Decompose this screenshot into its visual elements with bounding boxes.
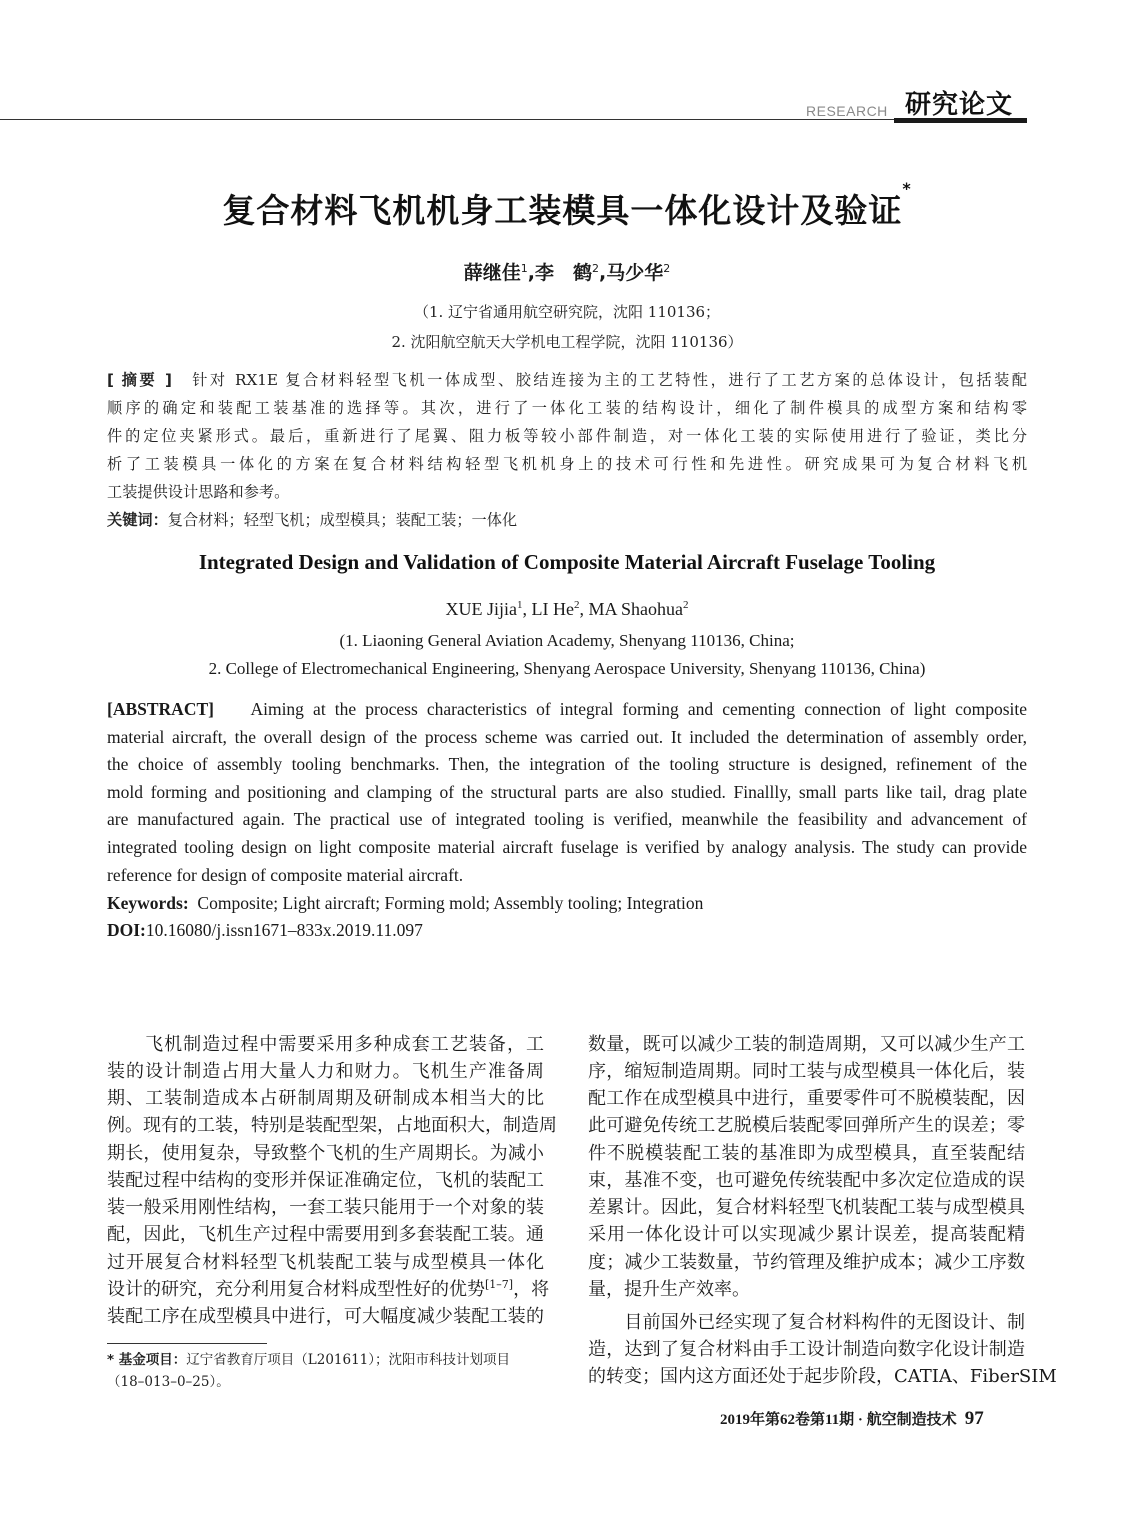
abstract-en-line	[107, 696, 1027, 724]
doi-label: DOI:	[107, 920, 146, 940]
abstract-cn-label: [ 摘要 ]	[107, 371, 172, 389]
abstract-en-line: the choice of assembly tooling benchmarks. Then, the integration of the tooling structure is designed, refinement of the	[107, 754, 1027, 774]
citation-ref: [1–7]	[485, 1278, 514, 1291]
body-right-line: 量，提升生产效率。	[588, 1279, 750, 1300]
abstract-cn-line: 顺序的确定和装配工装基准的选择等。其次，进行了一体化工装的结构设计，细化了制件模具的成型方案和结构零	[107, 399, 1027, 417]
author-sup: 2	[663, 262, 671, 275]
footnote-label: * 基金项目：	[107, 1352, 187, 1368]
keywords-cn-text: 复合材料；轻型飞机；成型模具；装配工装；一体化	[167, 511, 518, 529]
title-footnote-mark: *	[902, 179, 912, 198]
author-sup: 1	[517, 599, 523, 611]
body-left-line: 例。现有的工装，特别是装配型架，占地面积大，制造周	[107, 1115, 557, 1136]
section-label-en: RESEARCH	[806, 103, 888, 119]
body-right-line: 采用一体化设计可以实现减少累计误差，提高装配精	[588, 1224, 1025, 1245]
doi-text: 10.16080/j.issn1671–833x.2019.11.097	[145, 920, 423, 940]
abstract-en-line: integrated tooling design on light composite material aircraft fuselage is verified by analogy analysis. The study can provide	[107, 837, 1027, 857]
authors-cn: 薛继佳$^1$,李 鹤$^2$,马少华$^2$	[463, 262, 671, 284]
footnote-line	[107, 1349, 547, 1371]
body-left-line: 装配工序在成型模具中进行，可大幅度减少装配工装的	[107, 1306, 544, 1327]
body-left-line: 期长，使用复杂，导致整个飞机的生产周期长。为减小	[107, 1143, 544, 1164]
author-name: 薛继佳	[463, 262, 521, 284]
body-left-line: 配，因此，飞机生产过程中需要用到多套装配工装。通	[107, 1224, 544, 1245]
affiliation-en-2: 2. College of Electromechanical Engineering, Shenyang Aerospace University, Shenyang 110136, China)	[208, 659, 926, 678]
author-sup: 2	[592, 262, 599, 275]
body-left-line: 飞机制造过程中需要采用多种成套工艺装备，工	[107, 1034, 544, 1055]
abstract-cn-line	[107, 366, 1027, 394]
body-right-line: 造，达到了复合材料由手工设计制造向数字化设计制造	[588, 1339, 1025, 1360]
affiliation-cn-2: 2. 沈阳航空航天大学机电工程学院，沈阳 110136）	[391, 333, 743, 351]
body-right-line: 数量，既可以减少工装的制造周期，又可以减少生产工	[588, 1034, 1025, 1055]
keywords-cn-label: 关键词：	[107, 511, 168, 529]
body-right-line: 配工作在成型模具中进行，重要零件可不脱模装配，因	[588, 1088, 1025, 1109]
body-text: ，将	[513, 1279, 550, 1300]
paper-title-cn	[0, 179, 1134, 232]
body-left-line: 过开展复合材料轻型飞机装配工装与成型模具一体化	[107, 1252, 544, 1273]
footnote-line: （18–013–0–25）。	[107, 1374, 230, 1390]
abstract-en-line: material aircraft, the overall design of the process scheme was carried out. It included the determination of assembly order,	[107, 727, 1027, 747]
author-name: MA Shaohua	[588, 599, 683, 619]
affiliation-en-1: (1. Liaoning General Aviation Academy, Shenyang 110136, China;	[339, 631, 795, 650]
abstract-en-line: mold forming and positioning and clamping of the structural parts are also studied. Finallly, small parts like tail, drag plate	[107, 782, 1027, 802]
body-left-line: 装配过程中结构的变形并保证准确定位，飞机的装配工	[107, 1170, 544, 1191]
footnote-rule	[107, 1343, 267, 1344]
body-right-line: 序，缩短制造周期。同时工装与成型模具一体化后，装	[588, 1061, 1025, 1082]
abstract-cn-text: 针对 RX1E 复合材料轻型飞机一体成型、胶结连接为主的工艺特性，进行了工艺方案的总体设计，包括装配	[192, 371, 1027, 389]
page-number: 97	[964, 1408, 984, 1429]
authors-en: XUE Jijia$^1$, LI He$^2$, MA Shaohua$^2$	[445, 599, 689, 619]
footnote-text: 辽宁省教育厅项目（L201611）；沈阳市科技计划项目	[186, 1352, 511, 1368]
keywords-cn	[107, 506, 1027, 534]
page-footer	[720, 1408, 984, 1430]
keywords-en	[107, 890, 1027, 918]
abstract-en-label: [ABSTRACT]	[107, 699, 214, 719]
abstract-en-line: reference for design of composite material aircraft.	[107, 865, 464, 885]
abstract-cn-line: 工装提供设计思路和参考。	[107, 483, 290, 501]
abstract-cn-line: 析了工装模具一体化的方案在复合材料结构轻型飞机机身上的技术可行性和先进性。研究成果可为复合材料飞机	[107, 455, 1027, 473]
body-right-line: 度；减少工装数量，节约管理及维护成本；减少工序数	[588, 1252, 1025, 1273]
abstract-cn-line: 件的定位夹紧形式。最后，重新进行了尾翼、阻力板等较小部件制造，对一体化工装的实际使用进行了验证，类比分	[107, 427, 1027, 445]
author-sup: 2	[573, 599, 580, 611]
author-name: 马少华	[606, 262, 664, 284]
journal-info: 2019年第62卷第11期 · 航空制造技术	[720, 1412, 957, 1428]
section-label-cn: 研究论文	[905, 90, 1014, 120]
author-sup: 2	[682, 599, 689, 611]
affiliation-cn-1: （1. 辽宁省通用航空研究院，沈阳 110136；	[413, 303, 721, 321]
body-right-line: 目前国外已经实现了复合材料构件的无图设计、制	[588, 1312, 1025, 1333]
author-sup: 1	[520, 262, 528, 275]
body-left-line: 装一般采用刚性结构，一套工装只能用于一个对象的装	[107, 1197, 544, 1218]
body-left-line: 期、工装制造成本占研制周期及研制成本相当大的比	[107, 1088, 544, 1109]
keywords-en-label: Keywords:	[107, 893, 189, 913]
body-right-line: 差累计。因此，复合材料轻型飞机装配工装与成型模具	[588, 1197, 1025, 1218]
header-rule	[0, 119, 1027, 120]
title-text: 复合材料飞机机身工装模具一体化设计及验证	[222, 191, 903, 230]
author-name: XUE Jijia	[445, 599, 517, 619]
abstract-en-line: are manufactured again. The practical use of integrated tooling is verified, meanwhile the feasibility and advancement of	[107, 809, 1027, 829]
abstract-en-text: Aiming at the process characteristics of integral forming and cementing connection of light composite	[250, 699, 1027, 719]
body-left-line: 装的设计制造占用大量人力和财力。飞机生产准备周	[107, 1061, 544, 1082]
body-right-line: 束，基准不变，也可避免传统装配中多次定位造成的误	[588, 1170, 1025, 1191]
author-name: LI He	[531, 599, 574, 619]
body-text: 设计的研究，充分利用复合材料成型性好的优势	[107, 1279, 485, 1300]
body-right-line: 的转变；国内这方面还处于起步阶段，CATIA、FiberSIM	[588, 1366, 1057, 1387]
body-left-line	[107, 1276, 550, 1305]
doi	[107, 917, 1027, 945]
paper-title-en: Integrated Design and Validation of Composite Material Aircraft Fuselage Tooling	[198, 550, 936, 574]
author-name: 李 鹤	[534, 262, 592, 284]
keywords-en-text: Composite; Light aircraft; Forming mold; Assembly tooling; Integration	[197, 893, 704, 913]
body-right-line: 此可避免传统工艺脱模后装配零回弹所产生的误差；零	[588, 1115, 1025, 1136]
body-right-line: 件不脱模装配工装的基准即为成型模具，直至装配结	[588, 1143, 1025, 1164]
